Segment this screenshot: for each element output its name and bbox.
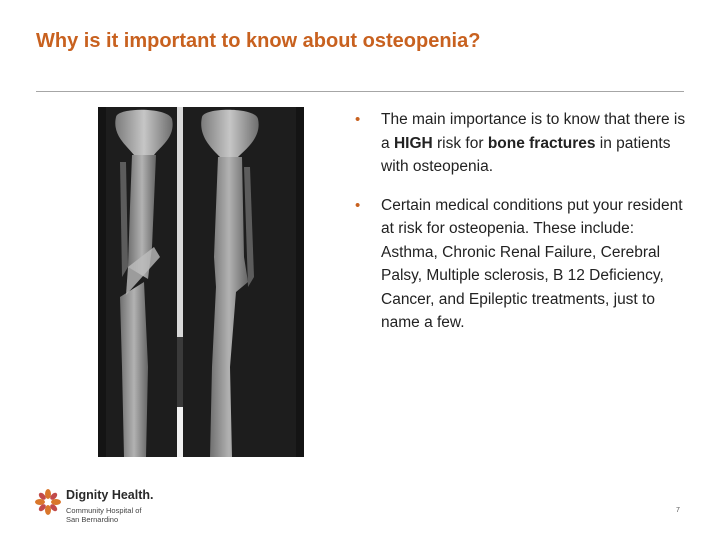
- page-number: 7: [676, 507, 680, 514]
- logo-subtitle-line: Community Hospital of: [66, 506, 142, 515]
- bullet-marker: •: [355, 196, 361, 214]
- bullet-text-segment: The main importance is to know that there is a: [381, 111, 686, 152]
- bullet-list: [350, 108, 690, 350]
- logo-name: Dignity Health.: [66, 488, 154, 502]
- slide-title: Why is it important to know about osteopenia?: [36, 30, 481, 52]
- logo-subtitle-line: San Bernardino: [66, 515, 119, 524]
- bullet-text-bold: bone fractures: [487, 134, 596, 152]
- bullet-item: [350, 108, 690, 179]
- bullet-text: [381, 111, 685, 175]
- bullet-text-segment: in patients with osteopenia.: [381, 134, 671, 175]
- bullet-text: [381, 197, 683, 332]
- bullet-text-bold: HIGH: [393, 134, 433, 152]
- bullet-text-segment: risk for: [432, 134, 488, 152]
- logo-subtitle: [66, 506, 176, 524]
- dignity-health-logo: [34, 486, 194, 532]
- leg-fracture-xray-image: [98, 107, 304, 457]
- bullet-item: [350, 194, 690, 335]
- bullet-marker: •: [355, 111, 361, 128]
- dignity-health-flower-icon: [34, 488, 62, 516]
- title-divider: [36, 91, 684, 92]
- bullet-text-segment: Certain medical conditions put your resident at risk for osteopenia. These include: Asthma, Chronic Renal Failure, Cerebral Palsy, Multiple sclerosis, B 12 Deficiency, Cancer, and Epileptic treatments, just to name a few.: [381, 196, 683, 331]
